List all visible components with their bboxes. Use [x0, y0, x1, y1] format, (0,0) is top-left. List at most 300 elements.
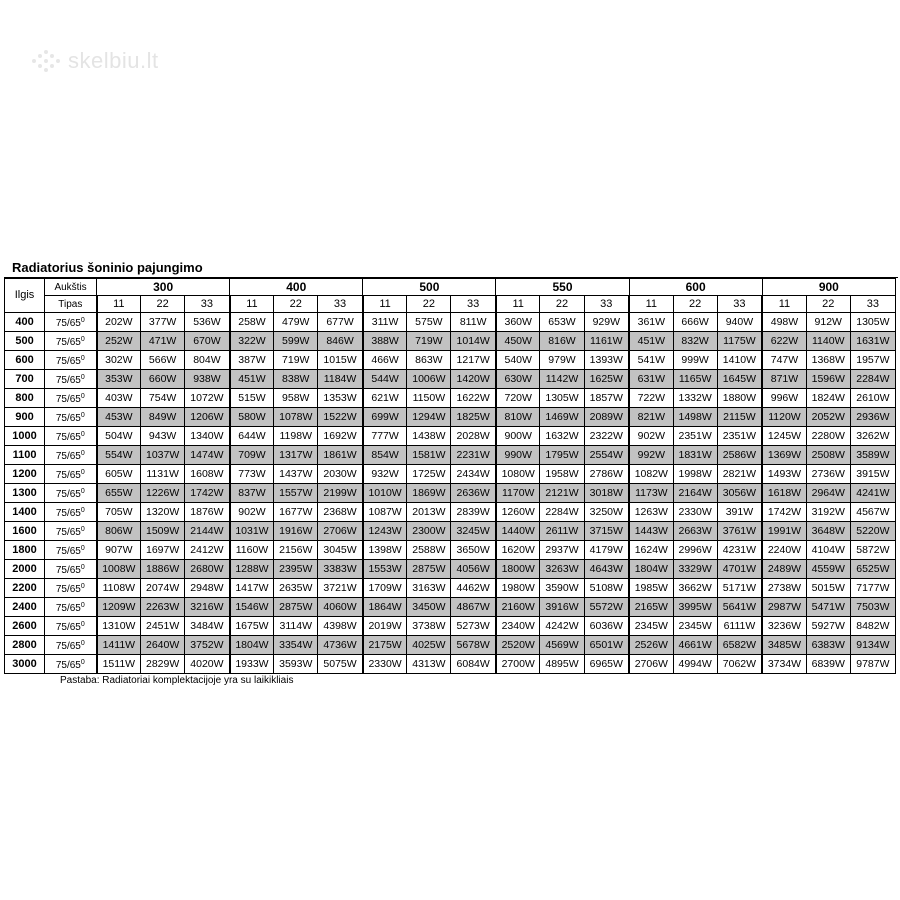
- power-cell: 2330W: [673, 503, 717, 522]
- power-cell: 3450W: [407, 598, 451, 617]
- degree-superscript: 0: [80, 412, 85, 419]
- power-cell: 4313W: [407, 655, 451, 674]
- tipas-cell: $75/65^0$: [45, 484, 97, 503]
- degree-superscript: 0: [80, 431, 85, 438]
- power-cell: 1173W: [629, 484, 673, 503]
- power-cell: 391W: [717, 503, 762, 522]
- length-cell: 1400: [5, 503, 45, 522]
- power-cell: 979W: [540, 351, 584, 370]
- power-cell: 4462W: [451, 579, 496, 598]
- power-cell: 2345W: [629, 617, 673, 636]
- power-cell: 2875W: [274, 598, 318, 617]
- power-cell: 1916W: [274, 522, 318, 541]
- power-cell: 3721W: [318, 579, 363, 598]
- height-header-550: 550: [496, 279, 629, 296]
- length-cell: 800: [5, 389, 45, 408]
- power-cell: 8482W: [850, 617, 895, 636]
- degree-superscript: 0: [80, 450, 85, 457]
- power-cell: 1876W: [185, 503, 230, 522]
- power-cell: 2156W: [274, 541, 318, 560]
- power-cell: 566W: [141, 351, 185, 370]
- power-cell: 1692W: [318, 427, 363, 446]
- power-cell: 1622W: [451, 389, 496, 408]
- power-cell: 1557W: [274, 484, 318, 503]
- degree-superscript: 0: [80, 659, 85, 666]
- degree-superscript: 0: [80, 564, 85, 571]
- power-cell: 1393W: [584, 351, 629, 370]
- power-cell: 1742W: [762, 503, 806, 522]
- tipas-cell: $75/65^0$: [45, 617, 97, 636]
- tipas-cell: $75/65^0$: [45, 541, 97, 560]
- power-cell: 4895W: [540, 655, 584, 674]
- power-cell: 2240W: [762, 541, 806, 560]
- power-cell: 3236W: [762, 617, 806, 636]
- power-cell: 2706W: [629, 655, 673, 674]
- power-cell: 536W: [185, 313, 230, 332]
- power-cell: 1804W: [629, 560, 673, 579]
- length-cell: 1300: [5, 484, 45, 503]
- power-cell: 1160W: [230, 541, 274, 560]
- power-cell: 3216W: [185, 598, 230, 617]
- power-cell: 1226W: [141, 484, 185, 503]
- power-cell: 1886W: [141, 560, 185, 579]
- tipas-cell: $75/65^0$: [45, 332, 97, 351]
- power-cell: 2351W: [717, 427, 762, 446]
- power-cell: 2089W: [584, 408, 629, 427]
- power-cell: 3114W: [274, 617, 318, 636]
- power-cell: 580W: [230, 408, 274, 427]
- length-cell: 2600: [5, 617, 45, 636]
- power-cell: 1632W: [540, 427, 584, 446]
- length-cell: 3000: [5, 655, 45, 674]
- power-cell: 3056W: [717, 484, 762, 503]
- power-cell: 1800W: [496, 560, 540, 579]
- power-cell: 1369W: [762, 446, 806, 465]
- type-header-300-33: 33: [185, 296, 230, 313]
- power-cell: 1078W: [274, 408, 318, 427]
- tipas-cell: $75/65^0$: [45, 598, 97, 617]
- power-cell: 2611W: [540, 522, 584, 541]
- power-cell: 912W: [806, 313, 850, 332]
- power-cell: 504W: [97, 427, 141, 446]
- power-cell: 1709W: [363, 579, 407, 598]
- power-cell: 7177W: [850, 579, 895, 598]
- power-cell: 2013W: [407, 503, 451, 522]
- power-cell: 6383W: [806, 636, 850, 655]
- power-cell: 6501W: [584, 636, 629, 655]
- power-cell: 5075W: [318, 655, 363, 674]
- power-cell: 3761W: [717, 522, 762, 541]
- power-cell: 252W: [97, 332, 141, 351]
- power-cell: 9134W: [850, 636, 895, 655]
- power-cell: 719W: [274, 351, 318, 370]
- power-cell: 2635W: [274, 579, 318, 598]
- ilgis-header: Ilgis: [5, 279, 45, 313]
- power-cell: 4643W: [584, 560, 629, 579]
- power-cell: 2948W: [185, 579, 230, 598]
- power-cell: 630W: [496, 370, 540, 389]
- power-cell: 5171W: [717, 579, 762, 598]
- power-cell: 1184W: [318, 370, 363, 389]
- power-cell: 9787W: [850, 655, 895, 674]
- degree-superscript: 0: [80, 545, 85, 552]
- power-cell: 3915W: [850, 465, 895, 484]
- power-cell: 2508W: [806, 446, 850, 465]
- length-cell: 400: [5, 313, 45, 332]
- power-cell: 1985W: [629, 579, 673, 598]
- power-cell: 2987W: [762, 598, 806, 617]
- tipas-header: Tipas: [45, 296, 97, 313]
- power-cell: 360W: [496, 313, 540, 332]
- power-cell: 999W: [673, 351, 717, 370]
- power-cell: 1631W: [850, 332, 895, 351]
- degree-superscript: 0: [80, 336, 85, 343]
- power-cell: 5015W: [806, 579, 850, 598]
- degree-superscript: 0: [80, 374, 85, 381]
- power-cell: 2996W: [673, 541, 717, 560]
- power-cell: 1509W: [141, 522, 185, 541]
- power-cell: 540W: [496, 351, 540, 370]
- power-cell: 5108W: [584, 579, 629, 598]
- power-cell: 1677W: [274, 503, 318, 522]
- power-cell: 1998W: [673, 465, 717, 484]
- power-cell: 1037W: [141, 446, 185, 465]
- power-cell: 2231W: [451, 446, 496, 465]
- power-cell: 2738W: [762, 579, 806, 598]
- power-cell: 361W: [629, 313, 673, 332]
- power-cell: 322W: [230, 332, 274, 351]
- watermark-logo-icon: [30, 50, 64, 72]
- degree-superscript: 0: [80, 507, 85, 514]
- table-row: [5, 408, 896, 427]
- length-cell: 2800: [5, 636, 45, 655]
- power-cell: 498W: [762, 313, 806, 332]
- type-header-600-11: 11: [629, 296, 673, 313]
- power-cell: 451W: [230, 370, 274, 389]
- power-cell: 5678W: [451, 636, 496, 655]
- type-header-400-33: 33: [318, 296, 363, 313]
- power-cell: 1440W: [496, 522, 540, 541]
- table-row: [5, 617, 896, 636]
- type-header-400-11: 11: [230, 296, 274, 313]
- power-cell: 932W: [363, 465, 407, 484]
- power-cell: 1546W: [230, 598, 274, 617]
- power-cell: 1120W: [762, 408, 806, 427]
- length-cell: 1800: [5, 541, 45, 560]
- degree-superscript: 0: [80, 355, 85, 362]
- power-cell: 3045W: [318, 541, 363, 560]
- power-cell: 2526W: [629, 636, 673, 655]
- power-cell: 1437W: [274, 465, 318, 484]
- power-cell: 5927W: [806, 617, 850, 636]
- power-cell: 1411W: [97, 636, 141, 655]
- power-cell: 3650W: [451, 541, 496, 560]
- power-cell: 1624W: [629, 541, 673, 560]
- type-header-550-22: 22: [540, 296, 584, 313]
- length-cell: 900: [5, 408, 45, 427]
- length-cell: 600: [5, 351, 45, 370]
- power-cell: 353W: [97, 370, 141, 389]
- power-cell: 2700W: [496, 655, 540, 674]
- power-cell: 3648W: [806, 522, 850, 541]
- power-cell: 940W: [717, 313, 762, 332]
- power-cell: 4661W: [673, 636, 717, 655]
- power-cell: 2839W: [451, 503, 496, 522]
- power-cell: 575W: [407, 313, 451, 332]
- power-cell: 811W: [451, 313, 496, 332]
- table-row: [5, 446, 896, 465]
- power-cell: 907W: [97, 541, 141, 560]
- table-row: [5, 579, 896, 598]
- power-cell: 719W: [407, 332, 451, 351]
- power-cell: 1742W: [185, 484, 230, 503]
- type-header-300-11: 11: [97, 296, 141, 313]
- power-cell: 1320W: [141, 503, 185, 522]
- power-cell: 2164W: [673, 484, 717, 503]
- power-cell: 2610W: [850, 389, 895, 408]
- power-cell: 3593W: [274, 655, 318, 674]
- power-cell: 666W: [673, 313, 717, 332]
- power-cell: 4231W: [717, 541, 762, 560]
- height-header-300: 300: [97, 279, 230, 296]
- table-row: [5, 636, 896, 655]
- degree-superscript: 0: [80, 317, 85, 324]
- table-row: [5, 370, 896, 389]
- power-cell: 2028W: [451, 427, 496, 446]
- power-cell: 1317W: [274, 446, 318, 465]
- power-cell: 2199W: [318, 484, 363, 503]
- power-cell: 2663W: [673, 522, 717, 541]
- power-cell: 4020W: [185, 655, 230, 674]
- power-cell: 720W: [496, 389, 540, 408]
- tipas-cell: $75/65^0$: [45, 389, 97, 408]
- power-cell: 2030W: [318, 465, 363, 484]
- power-cell: 7503W: [850, 598, 895, 617]
- tipas-cell: $75/65^0$: [45, 408, 97, 427]
- tipas-cell: $75/65^0$: [45, 522, 97, 541]
- power-cell: 1209W: [97, 598, 141, 617]
- power-cell: 1398W: [363, 541, 407, 560]
- power-cell: 1332W: [673, 389, 717, 408]
- degree-superscript: 0: [80, 602, 85, 609]
- power-cell: 2019W: [363, 617, 407, 636]
- table-row: [5, 427, 896, 446]
- type-header-900-22: 22: [806, 296, 850, 313]
- power-cell: 541W: [629, 351, 673, 370]
- power-cell: 1824W: [806, 389, 850, 408]
- power-cell: 6965W: [584, 655, 629, 674]
- power-cell: 3354W: [274, 636, 318, 655]
- power-cell: 1980W: [496, 579, 540, 598]
- power-cell: 1511W: [97, 655, 141, 674]
- power-cell: 1198W: [274, 427, 318, 446]
- table-row: [5, 541, 896, 560]
- power-cell: 5273W: [451, 617, 496, 636]
- power-cell: 2964W: [806, 484, 850, 503]
- height-header-400: 400: [230, 279, 363, 296]
- power-cell: 544W: [363, 370, 407, 389]
- height-header-900: 900: [762, 279, 895, 296]
- length-cell: 500: [5, 332, 45, 351]
- power-cell: 1294W: [407, 408, 451, 427]
- degree-superscript: 0: [80, 526, 85, 533]
- power-cell: 2160W: [496, 598, 540, 617]
- power-cell: 302W: [97, 351, 141, 370]
- power-cell: 1857W: [584, 389, 629, 408]
- power-cell: 2052W: [806, 408, 850, 427]
- power-cell: 2074W: [141, 579, 185, 598]
- power-cell: 3329W: [673, 560, 717, 579]
- power-cell: 1645W: [717, 370, 762, 389]
- power-cell: 699W: [363, 408, 407, 427]
- power-cell: 1864W: [363, 598, 407, 617]
- power-cell: 2937W: [540, 541, 584, 560]
- power-cell: 709W: [230, 446, 274, 465]
- power-cell: 1420W: [451, 370, 496, 389]
- power-cell: 2636W: [451, 484, 496, 503]
- power-cell: 992W: [629, 446, 673, 465]
- power-cell: 4241W: [850, 484, 895, 503]
- type-header-400-22: 22: [274, 296, 318, 313]
- power-cell: 554W: [97, 446, 141, 465]
- table-row: [5, 484, 896, 503]
- power-cell: 773W: [230, 465, 274, 484]
- power-cell: 3192W: [806, 503, 850, 522]
- power-cell: 1618W: [762, 484, 806, 503]
- tipas-cell: $75/65^0$: [45, 560, 97, 579]
- power-cell: 1243W: [363, 522, 407, 541]
- power-cell: 1474W: [185, 446, 230, 465]
- degree-superscript: 0: [80, 621, 85, 628]
- degree-superscript: 0: [80, 488, 85, 495]
- power-cell: 1795W: [540, 446, 584, 465]
- power-cell: 2412W: [185, 541, 230, 560]
- power-cell: 1263W: [629, 503, 673, 522]
- power-cell: 2121W: [540, 484, 584, 503]
- power-cell: 388W: [363, 332, 407, 351]
- power-cell: 1958W: [540, 465, 584, 484]
- power-cell: 2395W: [274, 560, 318, 579]
- power-cell: 2144W: [185, 522, 230, 541]
- power-cell: 1014W: [451, 332, 496, 351]
- tipas-cell: $75/65^0$: [45, 351, 97, 370]
- power-cell: 1697W: [141, 541, 185, 560]
- tipas-cell: $75/65^0$: [45, 446, 97, 465]
- power-cell: 2736W: [806, 465, 850, 484]
- power-cell: 1340W: [185, 427, 230, 446]
- length-cell: 700: [5, 370, 45, 389]
- power-cell: 2640W: [141, 636, 185, 655]
- power-cell: 2489W: [762, 560, 806, 579]
- power-cell: 1087W: [363, 503, 407, 522]
- power-cell: 451W: [629, 332, 673, 351]
- length-cell: 1100: [5, 446, 45, 465]
- power-cell: 1368W: [806, 351, 850, 370]
- power-cell: 1417W: [230, 579, 274, 598]
- power-cell: 3995W: [673, 598, 717, 617]
- power-cell: 990W: [496, 446, 540, 465]
- power-cell: 1080W: [496, 465, 540, 484]
- length-cell: 2400: [5, 598, 45, 617]
- power-cell: 7062W: [717, 655, 762, 674]
- power-cell: 4867W: [451, 598, 496, 617]
- power-cell: 2786W: [584, 465, 629, 484]
- power-cell: 2330W: [363, 655, 407, 674]
- power-cell: 3262W: [850, 427, 895, 446]
- power-cell: 653W: [540, 313, 584, 332]
- power-cell: 655W: [97, 484, 141, 503]
- power-cell: 943W: [141, 427, 185, 446]
- power-cell: 1082W: [629, 465, 673, 484]
- table-row: [5, 313, 896, 332]
- power-cell: 6525W: [850, 560, 895, 579]
- power-cell: 6084W: [451, 655, 496, 674]
- power-cell: 1553W: [363, 560, 407, 579]
- power-cell: 1305W: [850, 313, 895, 332]
- type-header-500-11: 11: [363, 296, 407, 313]
- power-cell: 1438W: [407, 427, 451, 446]
- tipas-cell: $75/65^0$: [45, 427, 97, 446]
- power-cell: 5471W: [806, 598, 850, 617]
- power-cell: 3916W: [540, 598, 584, 617]
- power-cell: 515W: [230, 389, 274, 408]
- watermark: [30, 48, 159, 74]
- power-cell: 5872W: [850, 541, 895, 560]
- power-cell: 2520W: [496, 636, 540, 655]
- degree-superscript: 0: [80, 393, 85, 400]
- power-cell: 3752W: [185, 636, 230, 655]
- type-header-500-22: 22: [407, 296, 451, 313]
- power-cell: 4179W: [584, 541, 629, 560]
- power-cell: 2165W: [629, 598, 673, 617]
- power-cell: 871W: [762, 370, 806, 389]
- watermark-text: skelbiu.lt: [68, 48, 159, 73]
- power-cell: 754W: [141, 389, 185, 408]
- power-cell: 722W: [629, 389, 673, 408]
- tipas-cell: $75/65^0$: [45, 579, 97, 598]
- power-cell: 660W: [141, 370, 185, 389]
- degree-superscript: 0: [80, 583, 85, 590]
- power-cell: 3738W: [407, 617, 451, 636]
- power-cell: 1072W: [185, 389, 230, 408]
- power-cell: 3734W: [762, 655, 806, 674]
- power-cell: 938W: [185, 370, 230, 389]
- power-cell: 1142W: [540, 370, 584, 389]
- tipas-cell: $75/65^0$: [45, 313, 97, 332]
- power-cell: 1150W: [407, 389, 451, 408]
- power-cell: 1933W: [230, 655, 274, 674]
- power-cell: 599W: [274, 332, 318, 351]
- length-cell: 2000: [5, 560, 45, 579]
- height-header-600: 600: [629, 279, 762, 296]
- power-cell: 1217W: [451, 351, 496, 370]
- power-cell: 837W: [230, 484, 274, 503]
- power-cell: 1861W: [318, 446, 363, 465]
- power-cell: 846W: [318, 332, 363, 351]
- power-cell: 677W: [318, 313, 363, 332]
- power-cell: 2434W: [451, 465, 496, 484]
- tipas-cell: $75/65^0$: [45, 503, 97, 522]
- power-cell: 1161W: [584, 332, 629, 351]
- type-header-900-33: 33: [850, 296, 895, 313]
- power-cell: 3250W: [584, 503, 629, 522]
- power-cell: 958W: [274, 389, 318, 408]
- power-cell: 3383W: [318, 560, 363, 579]
- power-cell: 403W: [97, 389, 141, 408]
- table-row: [5, 389, 896, 408]
- power-cell: 2451W: [141, 617, 185, 636]
- power-cell: 4569W: [540, 636, 584, 655]
